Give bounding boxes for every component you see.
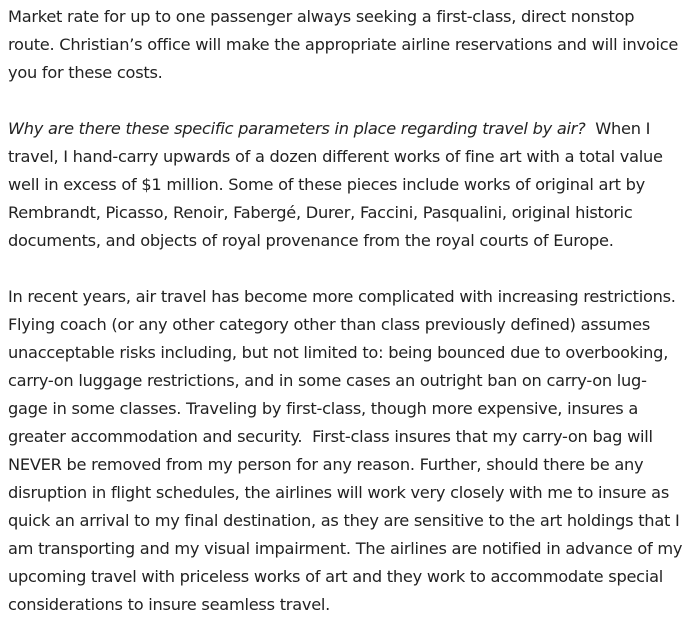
text-line: well in excess of $1 million. Some of these pieces include works of original art by xyxy=(8,175,645,194)
paragraph-air-travel-parameters xyxy=(8,115,690,255)
text-run: When I xyxy=(585,119,651,138)
text-line: unacceptable risks including, but not limited to: being bounced due to overbooking, xyxy=(8,343,669,362)
document-body xyxy=(8,3,690,619)
text-line: gage in some classes. Traveling by first-class, though more expensive, insures a xyxy=(8,399,639,418)
text-line: quick an arrival to my final destination, as they are sensitive to the art holdings that I xyxy=(8,511,680,530)
text-line: route. Christian’s office will make the appropriate airline reservations and will invoice xyxy=(8,35,679,54)
text-line: upcoming travel with priceless works of art and they work to accommodate special xyxy=(8,567,663,586)
text-line: am transporting and my visual impairment. The airlines are notified in advance of my xyxy=(8,539,683,558)
text-line: travel, I hand-carry upwards of a dozen different works of fine art with a total value xyxy=(8,147,663,166)
text-line: carry-on luggage restrictions, and in some cases an outright ban on carry-on lug- xyxy=(8,371,647,390)
text-line: disruption in flight schedules, the airlines will work very closely with me to insure as xyxy=(8,483,670,502)
text-line: considerations to insure seamless travel. xyxy=(8,595,331,614)
question-heading: Why are there these specific parameters in place regarding travel by air? xyxy=(8,119,586,138)
text-line: In recent years, air travel has become more complicated with increasing restrictions. xyxy=(8,287,676,306)
text-line: Market rate for up to one passenger always seeking a first-class, direct nonstop xyxy=(8,7,635,26)
paragraph-spacer xyxy=(8,87,690,115)
text-line: documents, and objects of royal provenance from the royal courts of Europe. xyxy=(8,231,614,250)
text-line xyxy=(8,115,690,143)
text-line: Rembrandt, Picasso, Renoir, Fabergé, Durer, Faccini, Pasqualini, original historic xyxy=(8,203,633,222)
text-line: you for these costs. xyxy=(8,63,163,82)
paragraph-air-travel-restrictions xyxy=(8,283,690,619)
paragraph-airline-rate xyxy=(8,3,690,87)
text-line: Flying coach (or any other category other than class previously defined) assumes xyxy=(8,315,651,334)
text-line: greater accommodation and security. First-class insures that my carry-on bag will xyxy=(8,427,653,446)
paragraph-spacer xyxy=(8,255,690,283)
text-line: NEVER be removed from my person for any reason. Further, should there be any xyxy=(8,455,644,474)
